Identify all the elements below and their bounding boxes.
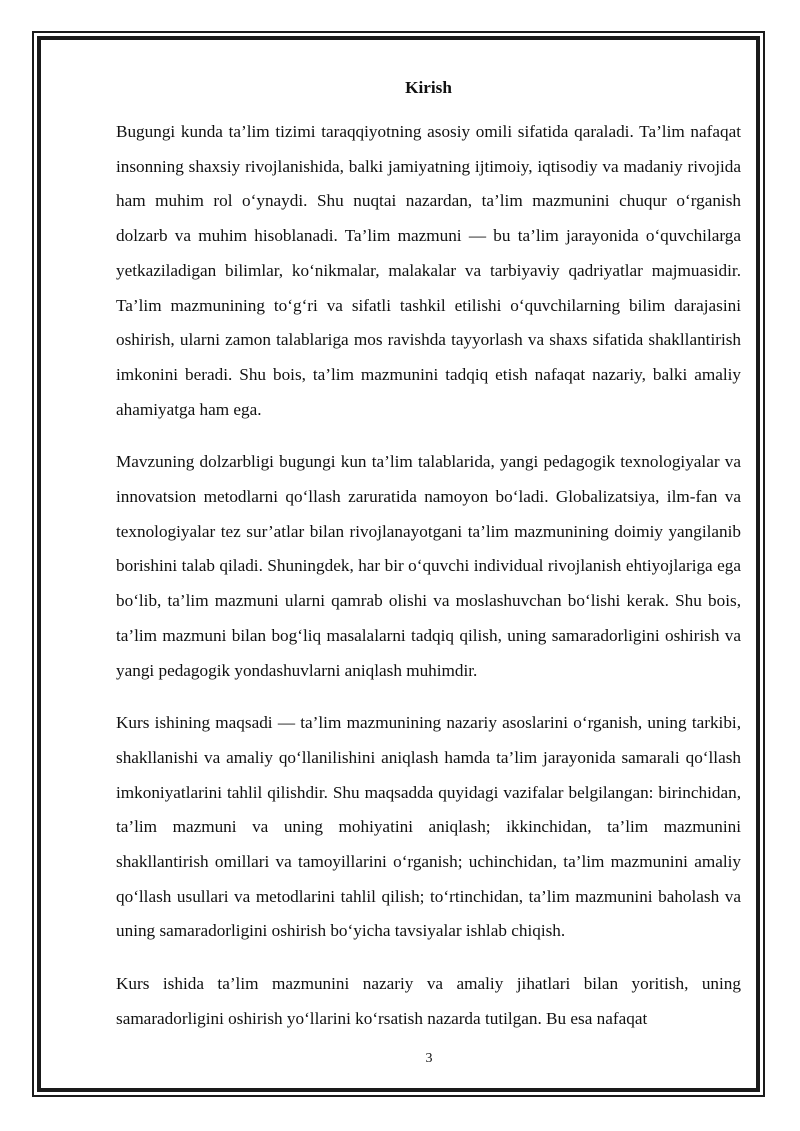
- paragraph-intro: Bugungi kunda ta’lim tizimi taraqqiyotning asosiy omili sifatida qaraladi. Ta’lim nafaqat insonning shaxsiy rivojlanishida, balki jamiyatning ijtimoiy, iqtisodiy va madaniy rivojida ham muhim rol oʻynaydi. Shu nuqtai nazardan, ta’lim mazmunini chuqur oʻrganish dolzarb va muhim hisoblanadi. Ta’lim mazmuni — bu ta’lim jarayonida oʻquvchilarga yetkaziladigan bilimlar, koʻnikmalar, malakalar va tarbiyaviy qadriyatlar majmuasidir. Ta’lim mazmunining toʻgʻri va sifatli tashkil etilishi oʻquvchilarning bilim darajasini oshirish, ularni zamon talablariga mos ravishda tayyorlash va shaxs sifatida shakllantirish imkonini beradi. Shu bois, ta’lim mazmunini tadqiq etish nafaqat nazariy, balki amaliy ahamiyatga ham ega.: [116, 122, 741, 419]
- section-title: Kirish: [405, 78, 452, 97]
- paragraph-relevance: Mavzuning dolzarbligi bugungi kun ta’lim talablarida, yangi pedagogik texnologiyalar va innovatsion metodlarni qoʻllash zaruratida namoyon boʻladi. Globalizatsiya, ilm-fan va texnologiyalar tez sur’atlar bilan rivojlanayotgani ta’lim mazmunining doimiy yangilanib borishini talab qiladi. Shuningdek, har bir oʻquvchi individual rivojlanish ehtiyojlariga ega boʻlib, ta’lim mazmuni ularni qamrab olishi va moslashuvchan boʻlishi kerak. Shu bois, ta’lim mazmuni bilan bogʻliq masalalarni tadqiq qilish, uning samaradorligini oshirish va yangi pedagogik yondashuvlarni aniqlash muhimdir.: [116, 452, 741, 680]
- paragraph-scope: Kurs ishida ta’lim mazmunini nazariy va amaliy jihatlari bilan yoritish, uning samaradorligini oshirish yoʻllarini koʻrsatish nazarda tutilgan. Bu esa nafaqat: [116, 974, 741, 1028]
- paragraph-goal: Kurs ishining maqsadi — ta’lim mazmunining nazariy asoslarini oʻrganish, uning tarkibi, shakllanishi va amaliy qoʻllanilishini aniqlash hamda ta’lim jarayonida samarali qoʻllash imkoniyatlarini tahlil qilishdir. Shu maqsadda quyidagi vazifalar belgilangan: birinchidan, ta’lim mazmuni va uning mohiyatini aniqlash; ikkinchidan, ta’lim mazmunini shakllantirish omillari va tamoyillarini oʻrganish; uchinchidan, ta’lim mazmunini amaliy qoʻllash usullari va metodlarini tahlil qilish; toʻrtinchidan, ta’lim mazmunini baholash va uning samaradorligini oshirish boʻyicha tavsiyalar ishlab chiqish.: [116, 713, 741, 941]
- page-number: 3: [425, 1051, 433, 1066]
- document-body: [116, 74, 741, 1055]
